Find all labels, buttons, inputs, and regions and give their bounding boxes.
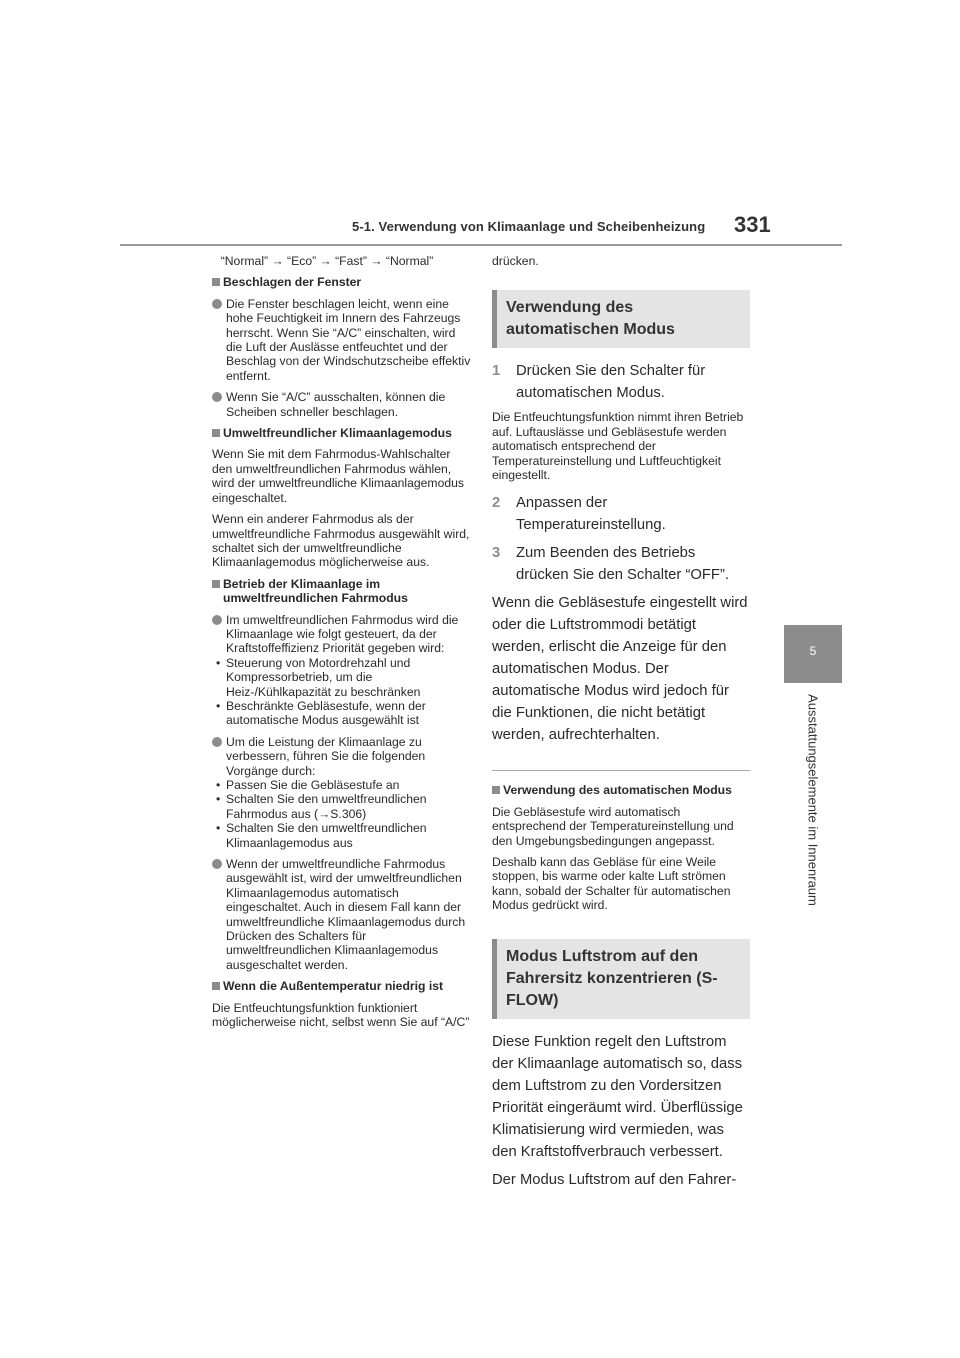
step-2: 2 Anpassen der Temperatureinstellung.: [492, 495, 666, 534]
eco-paragraph-1: Wenn Sie mit dem Fahrmodus-Wahlschalter den umweltfreundlichen Fahrmodus wählen, wird der umweltfreundliche Klimaanlagemodus eingeschaltet.: [212, 447, 464, 505]
fog-bullet-2: Wenn Sie “A/C” ausschalten, können die Scheiben schneller beschlagen.: [212, 390, 474, 419]
circle-bullet-icon: [212, 737, 222, 747]
low-temp-paragraph: Die Entfeuchtungsfunktion funktioniert möglicherweise nicht, selbst wenn Sie auf “A/C”: [212, 1000, 470, 1030]
square-bullet-icon: [212, 429, 220, 437]
circle-bullet-icon: [212, 299, 222, 309]
eco-operation-bullet-1: Im umweltfreundlichen Fahrmodus wird die Klimaanlage wie folgt gesteuert, da der Kraftstoffeffizienz Priorität gegeben wird: • Steuerung von Motordrehzahl und Kompressorbetrieb, um die Heiz-/Kühlkapazität zu beschränken • Beschränkte Gebläsestufe, wenn der automatische Modus ausgewählt ist: [212, 613, 474, 728]
section-rule: [492, 770, 750, 771]
auto-mode-section-title: Verwendung des automatischen Modus: [492, 290, 750, 348]
low-temp-heading: Wenn die Außentemperatur niedrig ist: [212, 979, 474, 993]
sub-item: • Beschränkte Gebläsestufe, wenn der automatische Modus ausgewählt ist: [216, 698, 426, 728]
chapter-header: 5-1. Verwendung von Klimaanlage und Scheibenheizung: [352, 219, 706, 234]
fog-bullet-1: Die Fenster beschlagen leicht, wenn eine hohe Feuchtigkeit im Innern des Fahrzeugs herrscht. Wenn Sie “A/C” einschalten, wird die Luft der Auslässe entfeuchtet und der Beschlag von der Windschutzscheibe effektiv entfernt.: [212, 297, 474, 383]
sflow-paragraph-2: Der Modus Luftstrom auf den Fahrer-: [492, 1171, 737, 1188]
continuation-text: drücken.: [492, 254, 539, 268]
square-bullet-icon: [212, 278, 220, 286]
eco-operation-heading: Betrieb der Klimaanlage im umweltfreundlichen Fahrmodus: [212, 577, 474, 606]
chapter-tab: [784, 625, 842, 683]
mode-sequence: “Normal” → “Eco” → “Fast” → “Normal”: [220, 254, 434, 268]
eco-operation-bullet-2: Um die Leistung der Klimaanlage zu verbessern, führen Sie die folgenden Vorgänge durch: • Passen Sie die Gebläsestufe an • Schalten Sie den umweltfreundlichen Fahrmodus aus (→S.306) • Schalten Sie den umweltfreundlichen Klimaanlagemodus aus: [212, 735, 474, 850]
fog-heading: Beschlagen der Fenster: [212, 275, 474, 289]
circle-bullet-icon: [212, 392, 222, 402]
sub-item: • Passen Sie die Gebläsestufe an: [216, 778, 400, 792]
sub-item: • Schalten Sie den umweltfreundlichen Fahrmodus aus (→S.306): [216, 792, 427, 821]
square-bullet-icon: [212, 580, 220, 588]
step-1-note: Die Entfeuchtungsfunktion nimmt ihren Betrieb auf. Luftauslässe und Gebläsestufe werden automatisch entsprechend der Temperatureinstellung und Luftfeuchtigkeit eingestellt.: [492, 410, 744, 483]
eco-heading: Umweltfreundlicher Klimaanlagemodus: [212, 426, 474, 440]
auto-use-paragraph-2: Deshalb kann das Gebläse für eine Weile stoppen, bis warme oder kalte Luft strömen kann, sobald der Schalter für automatischen Modus gedrückt wird.: [492, 855, 731, 913]
step-3: 3 Zum Beenden des Betriebs drücken Sie den Schalter “OFF”.: [492, 545, 729, 584]
square-bullet-icon: [492, 786, 500, 794]
right-column: [492, 254, 750, 1197]
auto-use-heading: Verwendung des automatischen Modus: [492, 783, 750, 797]
left-column: [212, 254, 474, 1037]
eco-paragraph-2: Wenn ein anderer Fahrmodus als der umweltfreundliche Fahrmodus ausgewählt wird, schaltet sich der umweltfreundliche Klimaanlagemodus möglicherweise aus.: [212, 512, 470, 570]
chapter-tab-number: 5: [809, 644, 817, 658]
sflow-section-title: Modus Luftstrom auf den Fahrersitz konzentrieren (S-FLOW): [492, 939, 750, 1019]
sub-item: • Schalten Sie den umweltfreundlichen Klimaanlagemodus aus: [216, 821, 427, 850]
eco-operation-bullet-3: Wenn der umweltfreundliche Fahrmodus ausgewählt ist, wird der umweltfreundlichen Klimaanlagemodus automatisch eingeschaltet. Auch in diesem Fall kann der umweltfreundliche Klimaanlagemodus durch Drücken des Schalters für umweltfreundlichen Klimaanlagemodus ausgeschaltet werden.: [212, 857, 474, 972]
circle-bullet-icon: [212, 615, 222, 625]
chapter-side-label: Ausstattungselemente im Innenraum: [805, 694, 821, 906]
square-bullet-icon: [212, 982, 220, 990]
sflow-paragraph-1: Diese Funktion regelt den Luftstrom der Klimaanlage automatisch so, dass dem Luftstrom zu den Vordersitzen Priorität eingeräumt wird. Überflüssige Klimatisierung wird vermieden, was den Kraftstoffverbrauch verbessert.: [492, 1033, 743, 1160]
header-rule: [120, 244, 842, 246]
circle-bullet-icon: [212, 859, 222, 869]
auto-mode-paragraph: Wenn die Gebläsestufe eingestellt wird oder die Luftstrommodi betätigt werden, erlischt die Anzeige für den automatischen Modus. Der automatische Modus wird jedoch für die Funktionen, die nicht betätigt werden, aufrechterhalten.: [492, 595, 748, 744]
sub-item: • Steuerung von Motordrehzahl und Kompressorbetrieb, um die Heiz-/Kühlkapazität zu beschränken: [216, 655, 421, 699]
auto-use-paragraph-1: Die Gebläsestufe wird automatisch entsprechend der Temperatureinstellung und den Umgebungsbedingungen angepasst.: [492, 804, 734, 848]
step-1: 1 Drücken Sie den Schalter für automatischen Modus.: [492, 363, 706, 402]
page-number: 331: [734, 212, 771, 237]
